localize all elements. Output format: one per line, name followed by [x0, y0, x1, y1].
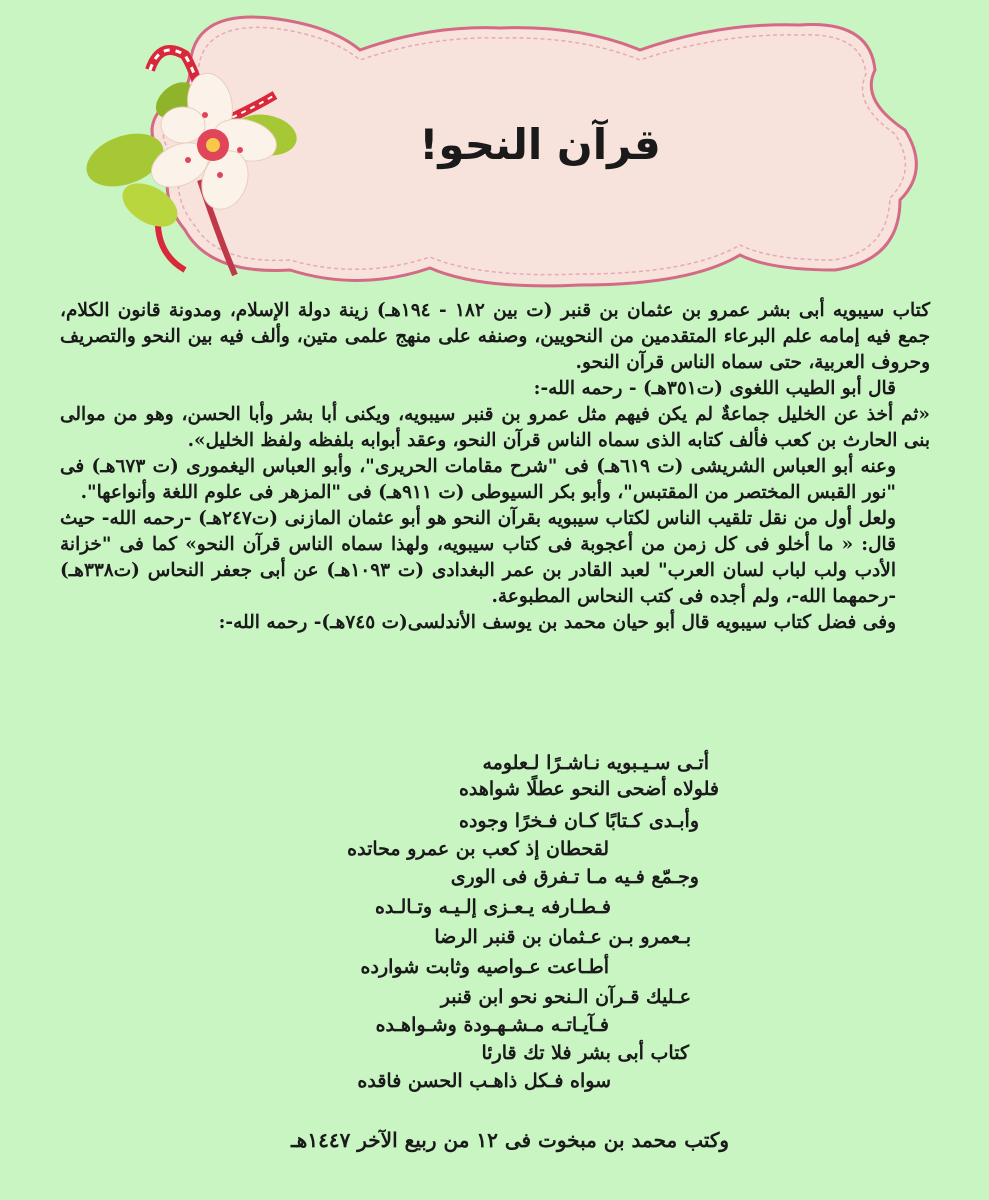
poem-verse: بـعمرو بـن عـثمان بن قنبر الرضا	[434, 926, 691, 948]
page-title: قرآن النحو!	[419, 120, 661, 169]
title-banner	[0, 0, 989, 300]
paragraph-sources: وعنه أبو العباس الشريشى (ت ٦١٩هـ) فى "شرح مقامات الحريرى"، وأبو العباس اليغمورى (ت ٦٧٣هـ) فى "نور القبس المختصر من المقتبس"، وأبو بكر السيوطى (ت ٩١١هـ) فى "المزهر فى علوم اللغة وأنواعها".	[60, 456, 897, 503]
article-body	[60, 298, 930, 636]
author-signature: وكتب محمد بن مبخوت فى ١٢ من ربيع الآخر ١٤٤٧هـ	[290, 1128, 730, 1152]
paragraph-abu-hayyan: وفى فضل كتاب سيبويه قال أبو حيان محمد بن يوسف الأندلسى(ت ٧٤٥هـ)- رحمه الله-:	[218, 612, 896, 633]
poem-verse: لقحطان إذ كعب بن عمرو محاتده	[347, 838, 609, 860]
paragraph-intro: كتاب سيبويه أبى بشر عمرو بن عثمان بن قنبر (ت بين ١٨٢ - ١٩٤هـ) زينة دولة الإسلام، ومدونة قانون الكلام، جمع فيه إمامه علم البرعاء المتقدمين من النحويين، وصنفه على منهج علمى متين، وألف فيه بين النحو والتصريف وحروف العربية، حتى سماه الناس قرآن النحو.	[60, 300, 931, 373]
paragraph-quote: «ثم أخذ عن الخليل جماعةٌ لم يكن فيهم مثل عمرو بن قنبر سيبويه، ويكنى أبا بشر وأبا الحسن، وهو من موالى بنى الحارث بن كعب فألف كتابه الذى سماه الناس قرآن النحو، وعقد أبوابه بلفظه ولفظ الخليل».	[60, 404, 930, 451]
poem-verse: فلولاه أضحى النحو عطلًا شواهده	[458, 778, 719, 800]
paragraph-mazini: ولعل أول من نقل تلقيب الناس لكتاب سيبويه بقرآن النحو هو أبو عثمان المازنى (ت٢٤٧هـ) -رحمه الله- حيث قال: « ما أخلو فى كل زمن من أعجوبة فى كتاب سيبويه، ولهذا سماه الناس قرآن النحو» كما فى "خزانة الأدب ولب لباب لسان العرب" لعبد القادر بن عمر البغدادى (ت ١٠٩٣هـ) عن أبى جعفر النحاس (ت٣٣٨هـ) -رحمهما الله-، ولم أجده فى كتب النحاس المطبوعة.	[60, 508, 896, 607]
poem-verse: سواه فـكل ذاهـب الحسن فاقده	[357, 1070, 611, 1092]
paragraph-quote-intro: قال أبو الطيب اللغوى (ت٣٥١هـ) - رحمه الله-:	[533, 378, 896, 399]
poem-verse: فـآيـاتـه مـشـهـودة وشـواهـده	[375, 1014, 609, 1036]
poem-verse: أطـاعت عـواصيه وثابت شوارده	[360, 956, 609, 978]
poem-verse: فـطـارفه يـعـزى إلـيـه وتـالـده	[374, 896, 611, 918]
poem-verse: أتـى سـيـبويه نـاشـرًا لـعلومه	[482, 752, 709, 774]
poem-verse: وجـمّع فـيه مـا تـفرق فى الورى	[450, 866, 699, 888]
poem-verse: وأبـدى كـتابًا كـان فـخرًا وجوده	[458, 810, 699, 832]
poem-verse: كتاب أبى بشر فلا تك قارئا	[481, 1042, 689, 1064]
poem-verse: عـليك قـرآن الـنحو نحو ابن قنبر	[440, 986, 691, 1008]
